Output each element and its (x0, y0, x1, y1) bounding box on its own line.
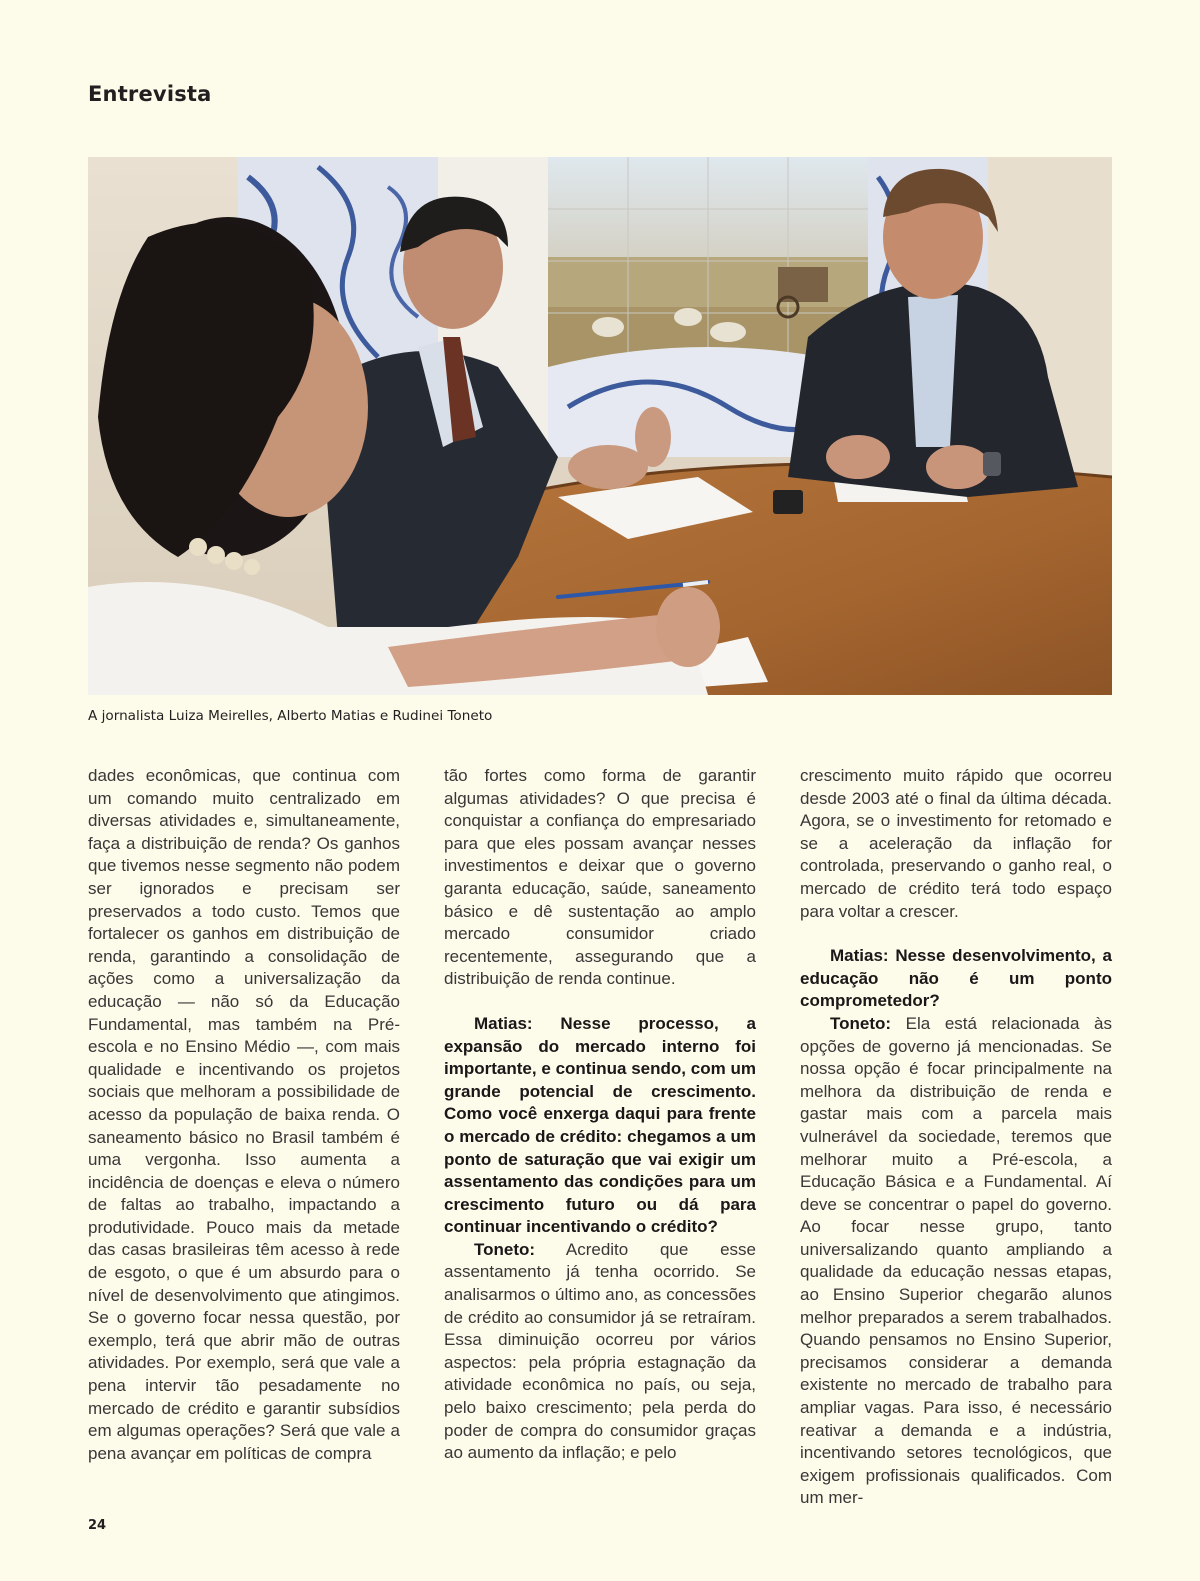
answer-text: Ela está relacionada às opções de governo já mencionadas. Se nossa opção é focar principalmente na melhora da distribuição de renda e gastar mais com a parcela mais vulnerável da sociedade, teremos que melhorar muito a Pré-escola, a Educação Básica e a Fundamental. Aí deve se concentrar o papel do governo. Ao focar nesse grupo, tanto universalizando quanto ampliando a qualidade da educação nessas etapas, ao Ensino Superior chegarão alunos melhor preparados a serem trabalhados. Quando pensamos no Ensino Superior, precisamos considerar a demanda existente no mercado de trabalho para ampliar vagas. Para isso, é necessário reativar a demanda e a indústria, incentivando setores tecnológicos, que exigem profissionais qualificados. Com um mer- (800, 1013, 1112, 1508)
answer-speaker: Toneto: (830, 1013, 892, 1033)
paragraph-gap (800, 923, 1112, 945)
article-paragraph: tão fortes como forma de garantir algumas atividades? O que precisa é conquistar a confiança do empresariado para que eles possam avançar nesses investimentos e deixar que o governo garanta educação, saúde, saneamento básico e dê sustentação ao amplo mercado consumidor criado recentemente, assegurando que a distribuição de renda continue. (444, 766, 756, 989)
article-paragraph: dades econômicas, que continua com um comando muito centralizado em diversas atividades e, simultaneamente, faça a distribuição de renda? Os ganhos que tivemos nesse segmento não podem ser ignorados e precisam ser preservados a todo custo. Temos que fortalecer os ganhos em distribuição de renda, garantindo a consolidação de ações como a universalização da educação — não só da Educação Fundamental, mas também na Pré-escola e no Ensino Médio —, com mais qualidade e incentivando os projetos sociais que melhoram a possibilidade de acesso da população de baixa renda. O saneamento básico no Brasil também é uma vergonha. Isso aumenta a incidência de doenças e eleva o número de faltas ao trabalho, impactando a produtividade. Pouco mais da metade das casas brasileiras têm acesso à rede de esgoto, o que é um absurdo para o nível de desenvolvimento que atingimos. Se o governo focar nessa questão, por exemplo, terá que abrir mão de outras atividades. Por exemplo, será que vale a pena intervir tão pesadamente no mercado de crédito e garantir subsídios em algumas operações? Será que vale a pena avançar em políticas de compra (88, 766, 400, 1463)
article-column-1 (88, 765, 400, 1465)
paragraph-gap (444, 991, 756, 1013)
interview-question: Matias: Nesse desenvolvimento, a educação não é um ponto comprometedor? (800, 946, 1112, 1011)
interview-question: Matias: Nesse processo, a expansão do mercado interno foi importante, e continua sendo, com um grande potencial de crescimento. Como você enxerga daqui para frente o mercado de crédito: chegamos a um ponto de saturação que vai exigir um assentamento das condições para um crescimento futuro ou dá para continuar incentivando o crédito? (444, 1013, 756, 1237)
answer-speaker: Toneto: (474, 1239, 536, 1259)
page-number: 24 (88, 1518, 107, 1533)
interview-photo (88, 157, 1112, 695)
interview-answer (444, 1239, 756, 1465)
article-paragraph: crescimento muito rápido que ocorreu desde 2003 até o final da última década. Agora, se o investimento for retomado e se a aceleração da inflação for controlada, preservando o ganho real, o mercado de crédito terá todo espaço para voltar a crescer. (800, 766, 1112, 921)
interview-photo-illustration (88, 157, 1112, 695)
article-column-2 (444, 765, 756, 1465)
interview-answer (800, 1013, 1112, 1510)
photo-caption: A jornalista Luiza Meirelles, Alberto Matias e Rudinei Toneto (88, 708, 493, 724)
answer-text: Acredito que esse assentamento já tenha ocorrido. Se analisarmos o último ano, as concessões de crédito ao consumidor já se retraíram. Essa diminuição ocorreu por vários aspectos: pela própria estagnação da atividade econômica no país, ou seja, pelo baixo crescimento; pela perda do poder de compra do consumidor graças ao aumento da inflação; e pelo (444, 1239, 756, 1463)
section-title: Entrevista (88, 82, 212, 106)
article-column-3 (800, 765, 1112, 1510)
